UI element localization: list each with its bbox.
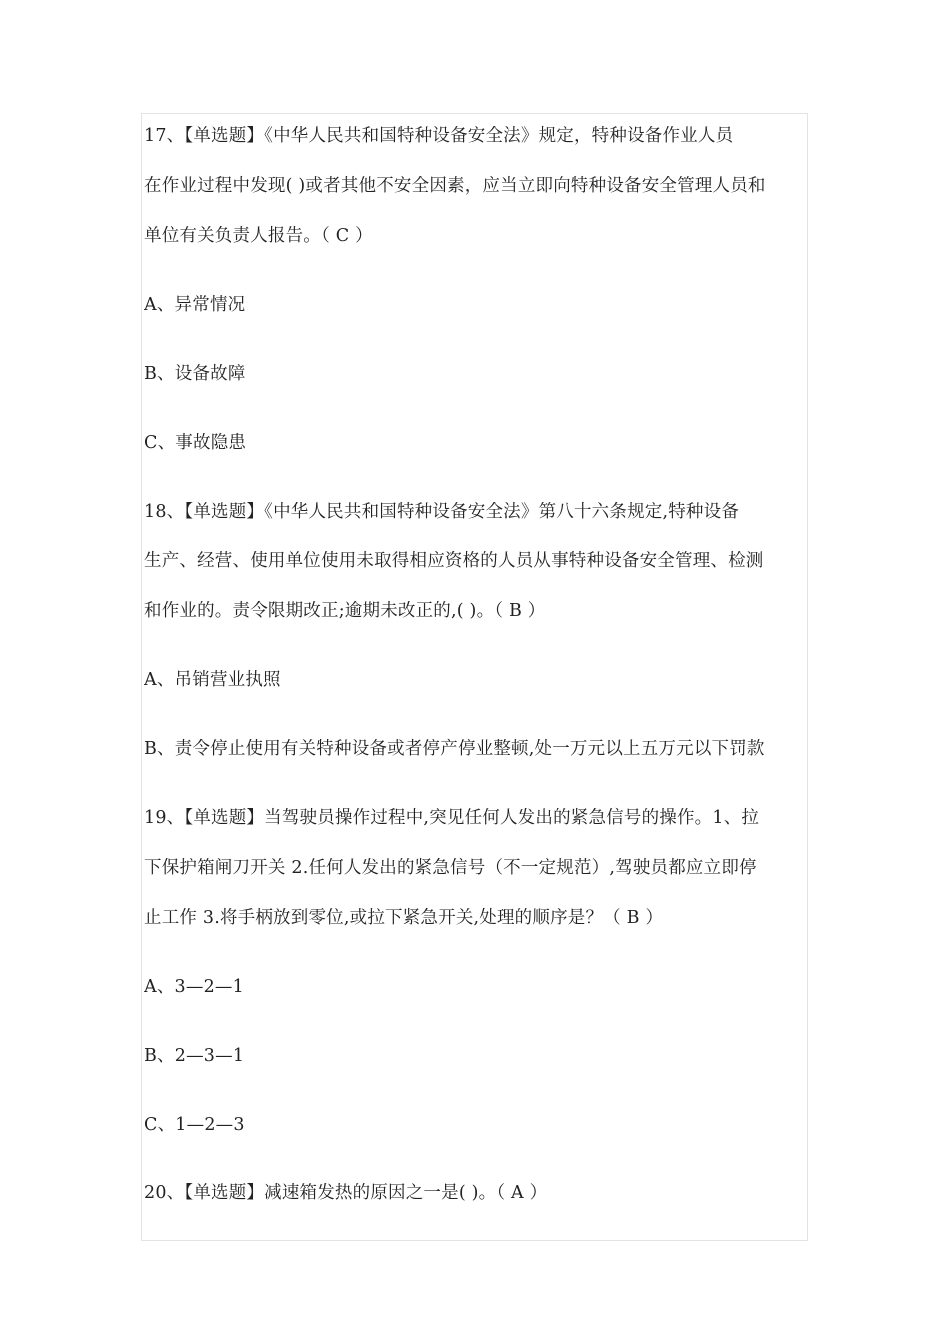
question-19-line-2: 下保护箱闸刀开关 2.任何人发出的紧急信号（不一定规范）,驾驶员都应立即停: [144, 858, 757, 878]
question-17-option-b: B、设备故障: [144, 364, 246, 384]
question-18-option-a: A、吊销营业执照: [144, 670, 281, 690]
question-20-line-1: 20、【单选题】减速箱发热的原因之一是( )。（ A ）: [144, 1183, 548, 1203]
question-18-line-1: 18、【单选题】《中华人民共和国特种设备安全法》第八十六条规定,特种设备: [144, 502, 740, 522]
question-18-line-3: 和作业的。责令限期改正;逾期未改正的,( )。（ B ）: [144, 601, 546, 621]
question-17-line-2: 在作业过程中发现( )或者其他不安全因素，应当立即向特种设备安全管理人员和: [144, 176, 766, 196]
question-19-option-b: B、2—3—1: [144, 1046, 245, 1066]
question-18-line-2: 生产、经营、使用单位使用未取得相应资格的人员从事特种设备安全管理、检测: [144, 551, 764, 571]
question-19-option-c: C、1—2—3: [144, 1115, 245, 1135]
question-17-line-1: 17、【单选题】《中华人民共和国特种设备安全法》规定，特种设备作业人员: [144, 126, 734, 146]
question-19-line-3: 止工作 3.将手柄放到零位,或拉下紧急开关,处理的顺序是？（ B ）: [144, 908, 664, 928]
question-19-line-1: 19、【单选题】当驾驶员操作过程中,突见任何人发出的紧急信号的操作。1、拉: [144, 808, 760, 828]
question-17-option-c: C、事故隐患: [144, 433, 247, 453]
question-19-option-a: A、3—2—1: [144, 977, 244, 997]
question-18-option-b: B、责令停止使用有关特种设备或者停产停业整顿,处一万元以上五万元以下罚款: [144, 739, 765, 759]
question-17-line-3: 单位有关负责人报告。（ C ）: [144, 226, 373, 246]
question-17-option-a: A、异常情况: [144, 295, 246, 315]
